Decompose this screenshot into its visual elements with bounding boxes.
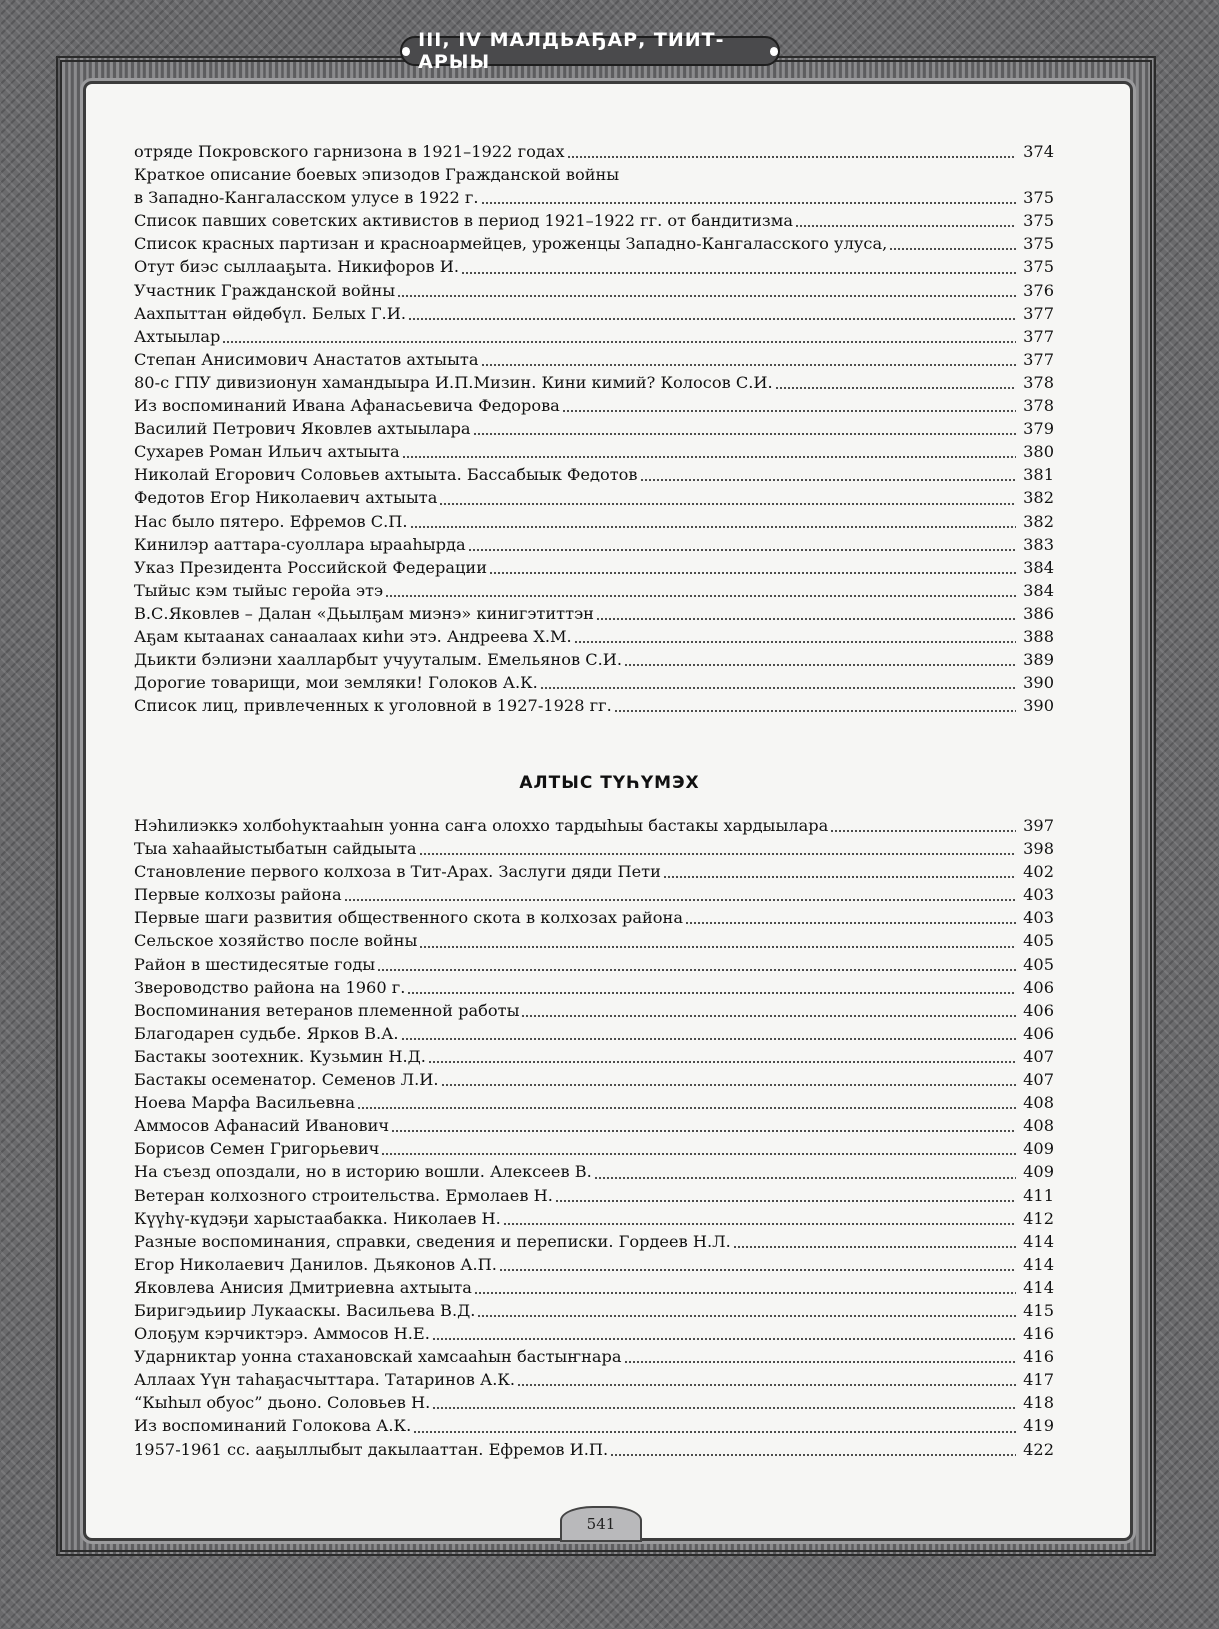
toc-entry (134, 1278, 1054, 1301)
toc-entry-page: 405 (1023, 931, 1054, 951)
toc-entry-page: 408 (1023, 1116, 1054, 1136)
dot-leader (402, 455, 1016, 459)
dot-leader (610, 1453, 1016, 1457)
toc-entry-title: Тыйыс кэм тыйыс геройа этэ (134, 580, 384, 600)
toc-entry (134, 673, 1054, 696)
dot-leader (481, 363, 1016, 367)
toc-entry-title: Олоҕум кэрчиктэрэ. Аммосов Н.Е. (134, 1324, 430, 1344)
toc-entry-title: Список красных партизан и красноармейцев, уроженцы Западно-Кангаласского улуса, (134, 234, 888, 254)
toc-entry (134, 1001, 1054, 1024)
toc-entry (134, 1070, 1054, 1093)
toc-entry-title: Список лиц, привлеченных к уголовной в 1927-1928 гг. (134, 696, 612, 716)
toc-entry-title: Из воспоминаний Голокова А.К. (134, 1416, 412, 1436)
toc-entry (134, 165, 1054, 188)
toc-entry-page: 419 (1023, 1416, 1054, 1436)
dot-leader (441, 1083, 1016, 1087)
toc-entry (134, 281, 1054, 304)
toc-entry-title: Борисов Семен Григорьевич (134, 1139, 380, 1159)
dot-leader (540, 686, 1016, 690)
toc-entry (134, 1416, 1054, 1439)
toc-entry (134, 978, 1054, 1001)
dot-leader (474, 1291, 1016, 1295)
bullet-dot-icon (770, 47, 778, 56)
dot-leader (408, 317, 1016, 321)
toc-list-part2 (134, 816, 1054, 1463)
dot-leader (614, 709, 1016, 713)
toc-entry (134, 862, 1054, 885)
dot-leader (439, 502, 1016, 506)
dot-leader (830, 829, 1016, 833)
dot-leader (401, 1037, 1016, 1041)
toc-entry (134, 488, 1054, 511)
toc-entry-title: Район в шестидесятые годы (134, 954, 376, 974)
toc-entry-title: Ахтыылар (134, 326, 221, 346)
toc-entry-page: 416 (1023, 1324, 1054, 1344)
toc-entry-page: 384 (1023, 580, 1054, 600)
toc-entry-title: Дорогие товарищи, мои земляки! Голоков А.К. (134, 673, 538, 693)
toc-entry-page: 377 (1023, 303, 1054, 323)
toc-entry (134, 955, 1054, 978)
dot-leader (419, 945, 1016, 949)
toc-entry-page: 416 (1023, 1347, 1054, 1367)
toc-entry (134, 1301, 1054, 1324)
toc-entry (134, 1024, 1054, 1047)
toc-entry (134, 931, 1054, 954)
toc-entry-title: Дьикти бэлиэни хаалларбыт учууталым. Емельянов С.И. (134, 650, 622, 670)
toc-entry (134, 1139, 1054, 1162)
toc-entry (134, 1209, 1054, 1232)
toc-entry (134, 1186, 1054, 1209)
toc-entry (134, 650, 1054, 673)
dot-leader (521, 1014, 1016, 1018)
toc-entry (134, 885, 1054, 908)
dot-leader (489, 571, 1016, 575)
dot-leader (685, 921, 1016, 925)
toc-entry-page: 379 (1023, 419, 1054, 439)
toc-entry-page: 382 (1023, 488, 1054, 508)
toc-entry-page: 406 (1023, 977, 1054, 997)
toc-entry-page: 403 (1023, 885, 1054, 905)
dot-leader (594, 1176, 1016, 1180)
toc-entry-page: 378 (1023, 372, 1054, 392)
dot-leader (567, 155, 1016, 159)
toc-entry-title: Разные воспоминания, справки, сведения и переписки. Гордеев Н.Л. (134, 1231, 731, 1251)
toc-entry-title: “Кыһыл обуос” дьоно. Соловьев Н. (134, 1393, 431, 1413)
toc-entry (134, 1093, 1054, 1116)
toc-entry-title: Воспоминания ветеранов племенной работы (134, 1000, 520, 1020)
toc-entry (134, 419, 1054, 442)
toc-entry-title: 80-с ГПУ дивизионун хамандыыра И.П.Мизин. Кини кимий? Колосов С.И. (134, 372, 773, 392)
toc-entry-page: 397 (1023, 816, 1054, 835)
dot-leader (381, 1152, 1016, 1156)
toc-entry-page: 381 (1023, 465, 1054, 485)
toc-entry (134, 1370, 1054, 1393)
toc-entry-title: Список павших советских активистов в период 1921–1922 гг. от бандитизма (134, 211, 793, 231)
toc-entry-title: Аҕам кытаанах санаалаах киһи этэ. Андреева Х.М. (134, 626, 572, 646)
dot-leader (624, 1360, 1016, 1364)
toc-entry (134, 512, 1054, 535)
toc-entry-page: 378 (1023, 396, 1054, 416)
dot-leader (413, 1430, 1016, 1434)
toc-entry (134, 350, 1054, 373)
toc-entry-title: Ударниктар уонна стахановскай хамсааһын бастыҥнара (134, 1347, 622, 1367)
toc-entry (134, 211, 1054, 234)
chapter-header-title: III, IV МАЛДЬАҔАР, ТИИТ-АРЫЫ (418, 29, 725, 73)
dot-leader (432, 1337, 1016, 1341)
toc-entry (134, 396, 1054, 419)
toc-entry (134, 373, 1054, 396)
toc-entry-title: Яковлева Анисия Дмитриевна ахтыыта (134, 1277, 472, 1297)
toc-entry-page: 382 (1023, 511, 1054, 531)
toc-entry-title: Благодарен судьбе. Ярков В.А. (134, 1023, 399, 1043)
toc-entry-page: 405 (1023, 954, 1054, 974)
toc-entry-page: 411 (1023, 1185, 1054, 1205)
dot-leader (555, 1199, 1016, 1203)
toc-entry-title: На съезд опоздали, но в историю вошли. Алексеев В. (134, 1162, 592, 1182)
toc-entry (134, 839, 1054, 862)
toc-entry-title: Аммосов Афанасий Иванович (134, 1116, 390, 1136)
dot-leader (517, 1383, 1016, 1387)
toc-entry-page: 377 (1023, 326, 1054, 346)
dot-leader (432, 1406, 1016, 1410)
toc-entry (134, 234, 1054, 257)
toc-entry-title: в Западно-Кангаласском улусе в 1922 г. (134, 188, 479, 208)
dot-leader (461, 271, 1016, 275)
toc-entry (134, 1116, 1054, 1139)
toc-entry-page: 417 (1023, 1370, 1054, 1390)
dot-leader (795, 224, 1016, 228)
toc-entry (134, 1232, 1054, 1255)
section-title: АЛТЫС ТҮҺҮМЭХ (519, 773, 700, 793)
toc-entry-page: 412 (1023, 1208, 1054, 1228)
dot-leader (574, 640, 1016, 644)
dot-leader (473, 432, 1016, 436)
toc-entry-title: Краткое описание боевых эпизодов Гражданской войны (134, 165, 620, 185)
toc-entry (134, 535, 1054, 558)
toc-entry-page: 389 (1023, 650, 1054, 670)
toc-entry-page: 403 (1023, 908, 1054, 928)
toc-entry (134, 327, 1054, 350)
toc-entry-page: 415 (1023, 1300, 1054, 1320)
dot-leader (503, 1222, 1016, 1226)
toc-entry-title: Федотов Егор Николаевич ахтыыта (134, 488, 438, 508)
toc-entry-page: 406 (1023, 1023, 1054, 1043)
toc-entry-title: Күүһү-күдэҕи харыстаабакка. Николаев Н. (134, 1208, 501, 1228)
dot-leader (889, 247, 1016, 251)
toc-entry-page: 422 (1023, 1439, 1054, 1459)
toc-entry-page: 408 (1023, 1093, 1054, 1113)
toc-entry-title: Николай Егорович Соловьев ахтыыта. Бассабыык Федотов (134, 465, 638, 485)
toc-entry-title: Сельское хозяйство после войны (134, 931, 418, 951)
toc-entry (134, 816, 1054, 839)
toc-entry-title: Нас было пятеро. Ефремов С.П. (134, 511, 408, 531)
toc-entry-page: 390 (1023, 673, 1054, 693)
dot-leader (357, 1106, 1016, 1110)
toc-entry (134, 465, 1054, 488)
toc-entry (134, 1393, 1054, 1416)
toc-entry (134, 304, 1054, 327)
toc-entry-title: Ветеран колхозного строительства. Ермолаев Н. (134, 1185, 553, 1205)
toc-entry-page: 407 (1023, 1046, 1054, 1066)
toc-entry (134, 1162, 1054, 1185)
dot-leader (477, 1314, 1016, 1318)
toc-entry-title: Тыа хаһаайыстыбатын сайдыыта (134, 839, 417, 859)
dot-leader (624, 663, 1016, 667)
toc-entry-title: отряде Покровского гарнизона в 1921–1922 годах (134, 142, 565, 161)
toc-entry-page: 390 (1023, 696, 1054, 716)
dot-leader (419, 852, 1016, 856)
dot-leader (407, 991, 1016, 995)
toc-entry-title: Бастакы осеменатор. Семенов Л.И. (134, 1070, 439, 1090)
toc-entry (134, 188, 1054, 211)
toc-list-part1 (134, 142, 1054, 719)
toc-entry-title: Участник Гражданской войны (134, 280, 396, 300)
toc-entry-title: Первые колхозы района (134, 885, 342, 905)
toc-entry (134, 604, 1054, 627)
toc-entry-title: Егор Николаевич Данилов. Дьяконов А.П. (134, 1254, 497, 1274)
toc-entry-title: Первые шаги развития общественного скота в колхозах района (134, 908, 683, 928)
toc-entry-page: 375 (1023, 257, 1054, 277)
dot-leader (344, 898, 1016, 902)
toc-entry-page: 376 (1023, 280, 1054, 300)
page-number: 541 (586, 1515, 616, 1533)
dot-leader (391, 1129, 1016, 1133)
toc-entry (134, 1047, 1054, 1070)
toc-entry (134, 581, 1054, 604)
toc-entry (134, 257, 1054, 280)
toc-entry-title: Кинилэр ааттара-суоллара ырааһырда (134, 534, 466, 554)
dot-leader (385, 594, 1016, 598)
toc-entry-title: 1957-1961 сс. ааҕыллыбыт дакылааттан. Ефремов И.П. (134, 1439, 609, 1459)
toc-entry-page: 375 (1023, 188, 1054, 208)
page-number-tab (560, 1506, 642, 1542)
toc-entry-title: Указ Президента Российской Федерации (134, 557, 487, 577)
toc-entry-title: Ноева Марфа Васильевна (134, 1093, 356, 1113)
toc-entry-page: 409 (1023, 1162, 1054, 1182)
toc-entry-page: 418 (1023, 1393, 1054, 1413)
dot-leader (663, 875, 1016, 879)
toc-entry-title: Отут биэс сыллааҕыта. Никифоров И. (134, 257, 460, 277)
toc-entry-title: Из воспоминаний Ивана Афанасьевича Федорова (134, 396, 560, 416)
toc-entry-page: 414 (1023, 1277, 1054, 1297)
toc-entry (134, 1440, 1054, 1463)
toc-entry-page: 377 (1023, 349, 1054, 369)
dot-leader (410, 525, 1016, 529)
toc-entry-page: 402 (1023, 862, 1054, 882)
toc-entry-title: Аахпыттан өйдөбүл. Белых Г.И. (134, 303, 406, 323)
dot-leader (377, 968, 1016, 972)
dot-leader (733, 1245, 1016, 1249)
toc-entry (134, 1347, 1054, 1370)
toc-entry-page: 407 (1023, 1070, 1054, 1090)
dot-leader (596, 617, 1016, 621)
toc-entry-title: В.С.Яковлев – Далан «Дьылҕам миэнэ» кинигэтиттэн (134, 603, 594, 623)
toc-entry (134, 442, 1054, 465)
toc-entry-page: 414 (1023, 1231, 1054, 1251)
dot-leader (397, 294, 1016, 298)
toc-entry-title: Василий Петрович Яковлев ахтыылара (134, 419, 471, 439)
toc-entry (134, 1255, 1054, 1278)
toc-entry-page: 383 (1023, 534, 1054, 554)
toc-entry-title: Биригэдьиир Лукааскы. Васильева В.Д. (134, 1300, 476, 1320)
toc-entry-page: 398 (1023, 839, 1054, 859)
toc-entry-title: Степан Анисимович Анастатов ахтыыта (134, 349, 479, 369)
toc-entry-title: Звероводство района на 1960 г. (134, 977, 406, 997)
toc-entry-page: 409 (1023, 1139, 1054, 1159)
toc-entry-page: 384 (1023, 557, 1054, 577)
toc-entry-page: 375 (1023, 211, 1054, 231)
toc-entry-title: Бастакы зоотехник. Кузьмин Н.Д. (134, 1046, 426, 1066)
dot-leader (499, 1268, 1016, 1272)
dot-leader (468, 548, 1016, 552)
toc-entry-page: 414 (1023, 1254, 1054, 1274)
toc-entry-page: 375 (1023, 234, 1054, 254)
toc-entry-page: 388 (1023, 626, 1054, 646)
dot-leader (640, 478, 1016, 482)
toc-entry-title: Становление первого колхоза в Тит-Арах. Заслуги дяди Пети (134, 862, 661, 882)
chapter-header (400, 29, 780, 73)
toc-entry-title: Сухарев Роман Ильич ахтыыта (134, 442, 400, 462)
toc-entry (134, 908, 1054, 931)
toc-entry (134, 142, 1054, 165)
toc-entry-page: 406 (1023, 1000, 1054, 1020)
dot-leader (428, 1060, 1016, 1064)
toc-entry (134, 696, 1054, 719)
toc-entry-page: 386 (1023, 603, 1054, 623)
toc-entry-title: Аллаах Үүн таһаҕасчыттара. Татаринов А.К. (134, 1370, 516, 1390)
dot-leader (222, 340, 1016, 344)
dot-leader (562, 409, 1016, 413)
dot-leader (481, 201, 1016, 205)
toc-entry (134, 627, 1054, 650)
toc-entry-page: 374 (1023, 142, 1054, 161)
bullet-dot-icon (402, 47, 410, 56)
toc-entry (134, 558, 1054, 581)
toc-entry-title: Нэһилиэккэ холбоһуктааһын уонна саҥа олоххо тардыһыы бастакы хардыылара (134, 816, 829, 835)
dot-leader (775, 386, 1016, 390)
toc-entry (134, 1324, 1054, 1347)
toc-entry-page: 380 (1023, 442, 1054, 462)
